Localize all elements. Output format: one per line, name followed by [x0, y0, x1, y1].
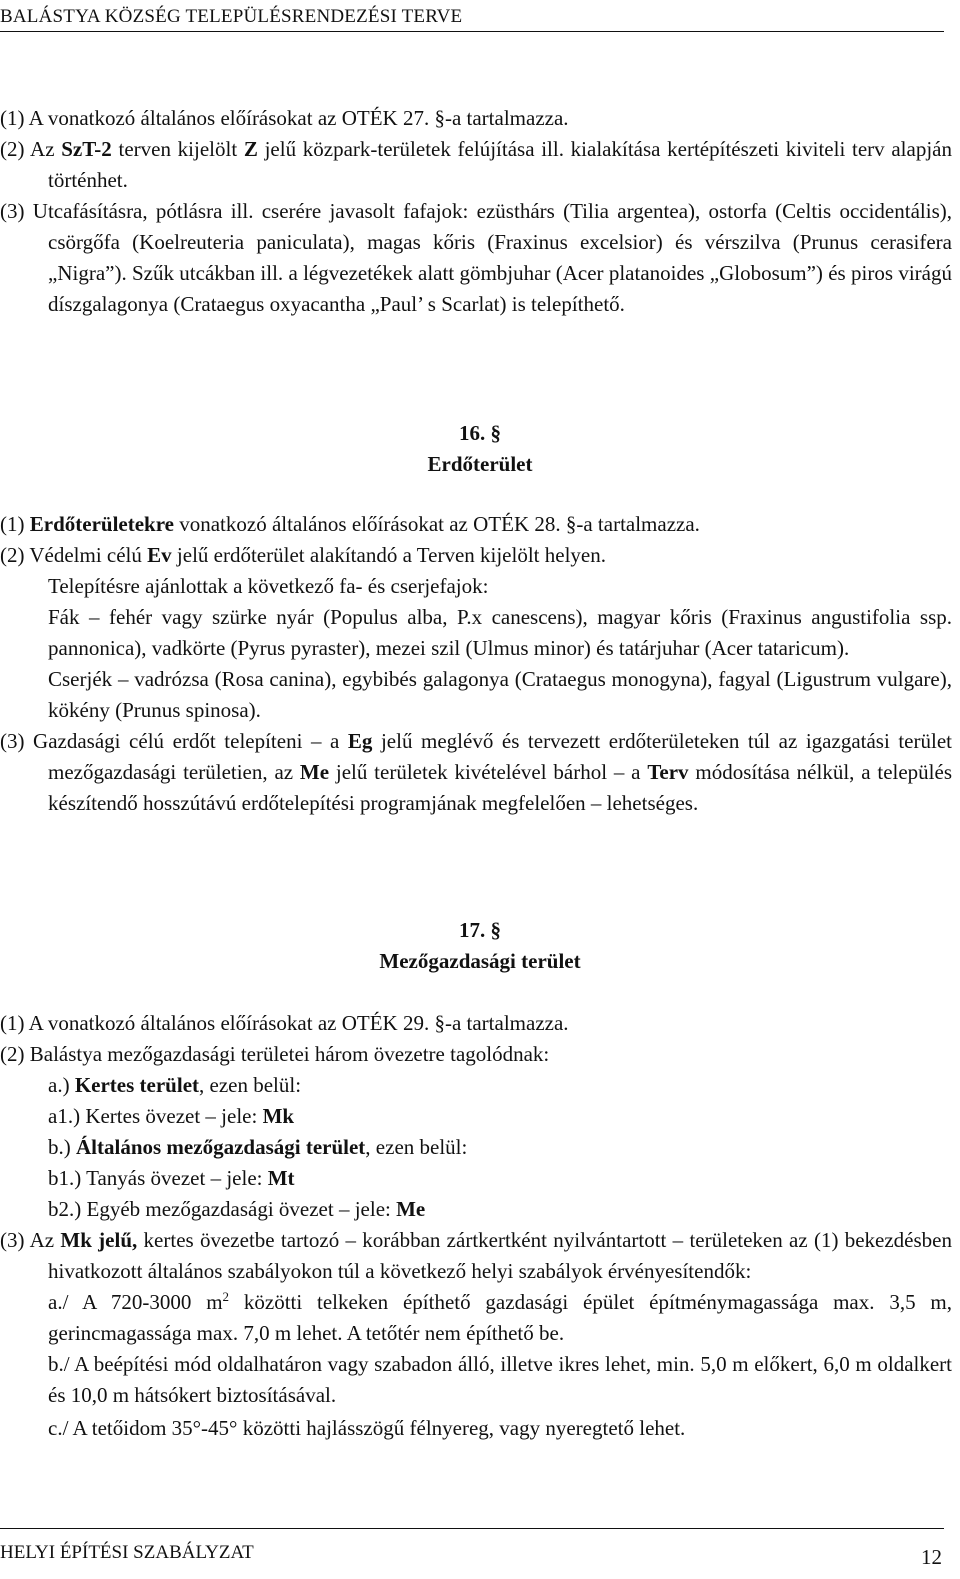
s16-paragraph-3: (3) Gazdasági célú erdőt telepíteni – a Eg jelű meglévő és tervezett erdőterületeken túl az igazgatási terület mezőgazdasági területien, az Me jelű területek kivételével bárhol – a Terv módosítása nélkül, a település készítendő hosszútávú erdőtelepítési programjának megfelelően – lehetséges.	[0, 729, 952, 815]
section-17-body	[0, 1008, 952, 1444]
s17-zone-b2: b2.) Egyéb mezőgazdasági övezet – jele: Me	[48, 1197, 426, 1221]
s17-zone-a: a.) Kertes terület, ezen belül:	[48, 1073, 302, 1097]
section-15-body	[0, 103, 952, 320]
section-16-body	[0, 509, 952, 819]
s16-recommendation: Telepítésre ajánlottak a következő fa- és cserjefajok:	[48, 574, 489, 598]
section-16-title: Erdőterület	[427, 452, 533, 476]
s17-zone-b: b.) Általános mezőgazdasági terület, ezen belül:	[48, 1135, 468, 1159]
s17-paragraph-1: (1) A vonatkozó általános előírásokat az OTÉK 29. §-a tartalmazza.	[0, 1011, 569, 1035]
s15-paragraph-1: (1) A vonatkozó általános előírásokat az OTÉK 27. §-a tartalmazza.	[0, 106, 569, 130]
s17-zone-a1: a1.) Kertes övezet – jele: Mk	[48, 1104, 295, 1128]
s16-paragraph-1: (1) Erdőterületekre vonatkozó általános előírásokat az OTÉK 28. §-a tartalmazza.	[0, 512, 700, 536]
section-17-title: Mezőgazdasági terület	[379, 949, 581, 973]
page-number: 12	[921, 1545, 942, 1569]
page-footer-title: HELYI ÉPÍTÉSI SZABÁLYZAT	[0, 1542, 254, 1563]
footer-divider	[0, 1528, 944, 1529]
s15-paragraph-2: (2) Az SzT-2 terven kijelölt Z jelű közpark-területek felújítása ill. kialakítása kertépítészeti kiviteli terv alapján történhet.	[0, 137, 952, 192]
s16-trees: Fák – fehér vagy szürke nyár (Populus alba, P.x canescens), magyar kőris (Fraxinus angustifolia ssp. pannonica), vadkörte (Pyrus pyraster), mezei szil (Ulmus minor) és tatárjuhar (Acer tataricum).	[48, 605, 952, 660]
s16-shrubs: Cserjék – vadrózsa (Rosa canina), egybibés galagonya (Crataegus monogyna), fagyal (Ligustrum vulgare), kökény (Prunus spinosa).	[48, 667, 952, 722]
s17-zone-b1: b1.) Tanyás övezet – jele: Mt	[48, 1166, 295, 1190]
section-16-number: 16. §	[459, 421, 501, 445]
s17-rule-a: a./ A 720-3000 $m^2$ közötti telkeken építhető gazdasági épület építménymagassága max. 3,5 m, gerincmagassága max. 7,0 m lehet. A tetőtér nem építhető be.	[48, 1289, 952, 1345]
s15-paragraph-3: (3) Utcafásításra, pótlásra ill. cserére javasolt fafajok: ezüsthárs (Tilia argentea), ostorfa (Celtis occidentális), csörgőfa (Koelreuteria paniculata), magas kőris (Fraxinus excelsior) és vérszilva (Prunus cerasifera „Nigra”). Szűk utcákban ill. a légvezetékek alatt gömbjuhar (Acer platanoides „Globosum”) és piros virágú díszgalagonya (Crataegus oxyacantha „Paul’ s Scarlat) is telepíthető.	[0, 199, 952, 316]
s17-paragraph-3: (3) Az Mk jelű, kertes övezetbe tartozó – korábban zártkertként nyilvántartott – területeken az (1) bekezdésben hivatkozott általános szabályokon túl a következő helyi szabályok érvényesítendők:	[0, 1228, 952, 1283]
s17-paragraph-2: (2) Balástya mezőgazdasági területei három övezetre tagolódnak:	[0, 1042, 550, 1066]
s16-paragraph-2: (2) Védelmi célú Ev jelű erdőterület alakítandó a Terven kijelölt helyen.	[0, 543, 606, 567]
page-header-title: BALÁSTYA KÖZSÉG TELEPÜLÉSRENDEZÉSI TERVE	[0, 6, 463, 27]
header-divider	[0, 31, 944, 32]
s17-rule-c: c./ A tetőidom 35°-45° közötti hajlásszögű félnyereg, vagy nyeregtető lehet.	[48, 1416, 686, 1440]
section-17-number: 17. §	[459, 918, 501, 942]
s17-rule-b: b./ A beépítési mód oldalhatáron vagy szabadon álló, illetve ikres lehet, min. 5,0 m előkert, 6,0 m oldalkert és 10,0 m hátsókert biztosításával.	[48, 1352, 952, 1407]
